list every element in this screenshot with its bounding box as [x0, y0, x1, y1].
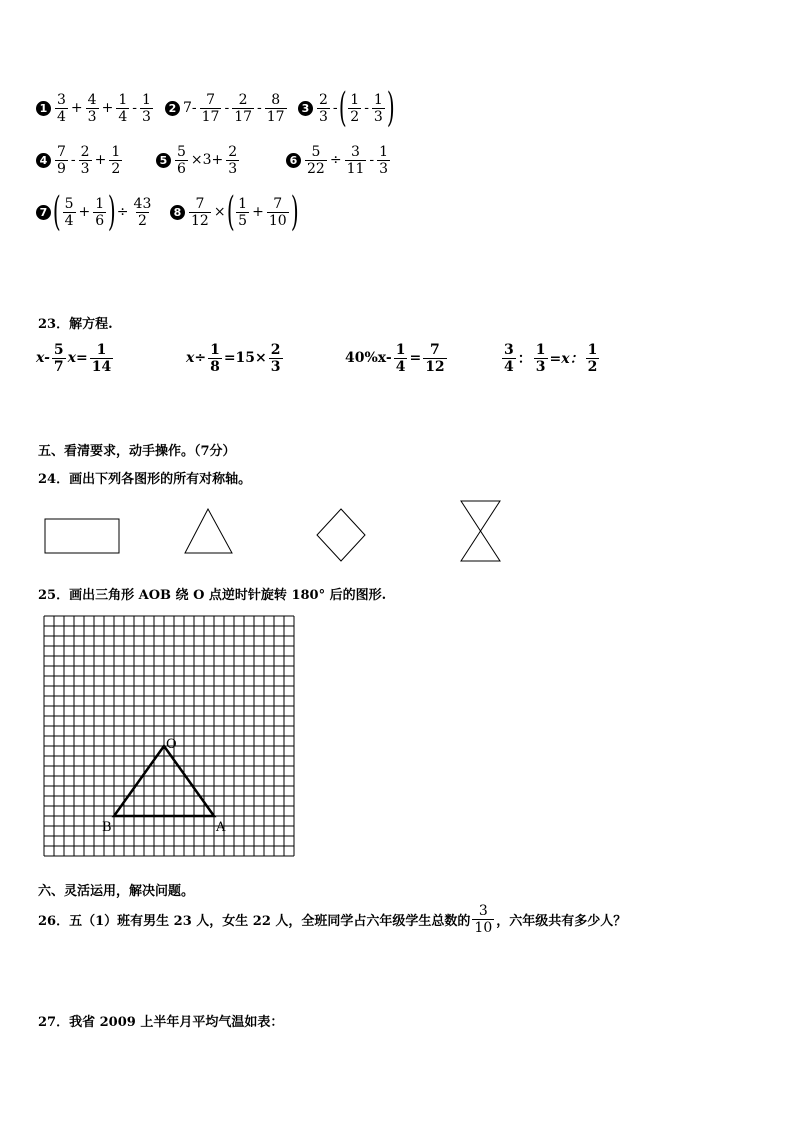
problem-marker: 1 [36, 101, 51, 116]
hourglass-shape [461, 501, 500, 561]
fraction: $\frac{2}{3}$ [270, 341, 281, 375]
calc-problem-5: 5 $\frac{5}{6}$ ×3+ $\frac{2}{3}$ [156, 140, 241, 180]
left-paren: ( [226, 189, 235, 235]
fraction: $\frac{1}{3}$ [373, 91, 383, 125]
fraction: $\frac{1}{3}$ [535, 341, 546, 375]
calc-problem-8: 8 $\frac{7}{12}$ × ( $\frac{1}{5}$ + $\frac{7}{10}$ ) [170, 190, 298, 234]
fraction: $\frac{2}{3}$ [80, 143, 90, 177]
fraction: $\frac{1}{5}$ [238, 195, 248, 229]
equation-2: x÷ $\frac{1}{8}$ =15× $\frac{2}{3}$ [186, 341, 281, 375]
problem-marker: 7 [36, 205, 51, 220]
fraction: $\frac{2}{3}$ [319, 91, 328, 125]
question-24-title: 24．画出下列各图形的所有对称轴。 [38, 472, 252, 487]
equation-1: x- $\frac{5}{7}$ x= $\frac{1}{14}$ [36, 341, 112, 375]
right-paren: ) [108, 189, 116, 235]
fraction: $\frac{3}{11}$ [346, 143, 365, 177]
equation-4: $\frac{3}{4}$ ： $\frac{1}{3}$ =x： $\frac{1}{2}$ [504, 341, 598, 375]
question-25-title: 25．画出三角形 AOB 绕 O 点逆时针旋转 180° 后的图形. [38, 588, 387, 603]
section-6-title: 六、灵活运用，解决问题。 [38, 884, 195, 899]
fraction: $\frac{5}{6}$ [177, 143, 186, 177]
problem-marker: 5 [156, 153, 171, 168]
fraction: $\frac{3}{10}$ [474, 902, 493, 936]
fraction: $\frac{4}{3}$ [87, 91, 97, 125]
rectangle-shape [45, 519, 119, 553]
fraction: $\frac{7}{17}$ [201, 91, 220, 125]
fraction: $\frac{5}{4}$ [64, 195, 74, 229]
fraction: $\frac{1}{6}$ [95, 195, 105, 229]
fraction: $\frac{1}{2}$ [350, 91, 360, 125]
question-26: 26．五（1）班有男生 23 人，女生 22 人，全班同学占六年级学生总数的 $\frac{3}{10}$ ，六年级共有多少人？ [38, 902, 627, 936]
label-b: B [102, 820, 112, 835]
fraction: $\frac{1}{4}$ [395, 341, 406, 375]
label-o: O [166, 737, 177, 752]
fraction: $\frac{2}{3}$ [228, 143, 238, 177]
problem-marker: 2 [165, 101, 180, 116]
fraction: $\frac{7}{9}$ [57, 143, 66, 177]
fraction: $\frac{1}{4}$ [118, 91, 128, 125]
fraction: $\frac{5}{7}$ [53, 341, 64, 375]
problem-marker: 4 [36, 153, 51, 168]
fraction: $\frac{1}{14}$ [91, 341, 112, 375]
label-a: A [216, 820, 226, 835]
question-27-title: 27．我省 2009 上半年月平均气温如表： [38, 1015, 284, 1030]
fraction: $\frac{1}{3}$ [379, 143, 389, 177]
calc-problem-2: 2 7- $\frac{7}{17}$ - $\frac{2}{17}$ - $\frac{8}{17}$ [165, 88, 289, 128]
rotation-grid [40, 612, 300, 874]
right-paren: ) [290, 189, 299, 235]
fraction: $\frac{3}{4}$ [57, 91, 66, 125]
problem-marker: 8 [170, 205, 185, 220]
problem-marker: 6 [286, 153, 301, 168]
fraction: $\frac{7}{10}$ [268, 195, 287, 229]
right-paren: ) [386, 85, 395, 131]
fraction: $\frac{7}{12}$ [425, 341, 445, 375]
fraction: $\frac{1}{3}$ [141, 91, 151, 125]
fraction: $\frac{2}{17}$ [234, 91, 253, 125]
fraction: $\frac{3}{4}$ [504, 341, 514, 375]
fraction: $\frac{8}{17}$ [266, 91, 285, 125]
fraction: $\frac{1}{2}$ [111, 143, 121, 177]
fraction: $\frac{5}{22}$ [307, 143, 325, 177]
fraction: $\frac{43}{2}$ [133, 195, 152, 229]
calc-problem-3: 3 $\frac{2}{3}$ - ( $\frac{1}{2}$ - $\frac{1}{3}$ ) [298, 88, 394, 128]
triangle-shape [185, 509, 232, 553]
calc-problem-4: 4 $\frac{7}{9}$ - $\frac{2}{3}$ + $\frac{1}{2}$ [36, 140, 124, 180]
fraction: $\frac{1}{2}$ [587, 341, 598, 375]
fraction: $\frac{7}{12}$ [191, 195, 209, 229]
grid-lines [44, 616, 294, 856]
left-paren: ( [338, 85, 347, 131]
calc-row-1: 1 $\frac{3}{4}$ + $\frac{4}{3}$ + $\frac{1}{4}$ - $\frac{1}{3}$ [36, 88, 155, 128]
problem-marker: 3 [298, 101, 313, 116]
symmetry-shapes [0, 495, 560, 565]
left-paren: ( [52, 189, 61, 235]
question-23-title: 23．解方程. [38, 317, 113, 332]
equation-3: 40%x- $\frac{1}{4}$ = $\frac{7}{12}$ [345, 341, 445, 375]
calc-problem-7: 7 ( $\frac{5}{4}$ + $\frac{1}{6}$ ) ÷ $\frac{43}{2}$ [36, 190, 155, 234]
fraction: $\frac{1}{8}$ [210, 341, 220, 375]
section-5-title: 五、看清要求，动手操作。（7分） [38, 444, 236, 459]
rhombus-shape [317, 509, 365, 561]
calc-problem-6: 6 $\frac{5}{22}$ ÷ $\frac{3}{11}$ - $\frac{1}{3}$ [286, 140, 392, 180]
